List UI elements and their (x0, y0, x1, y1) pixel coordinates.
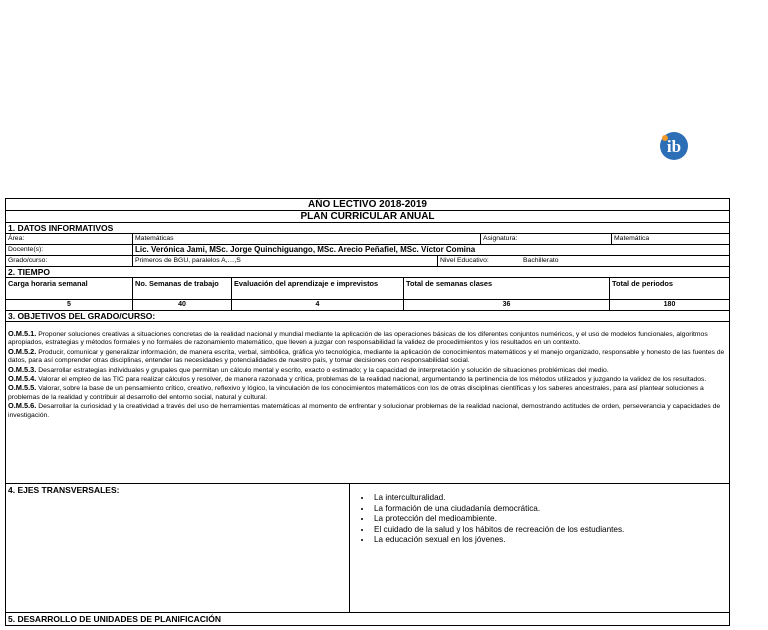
list-item: • La educación sexual en los jóvenes. (372, 535, 729, 546)
grado-label: Grado/curso: (8, 257, 48, 264)
objective-item: O.M.5.1. Proponer soluciones creativas a situaciones concretas de la realidad nacional y mundial mediante la aplicación de las operaciones básicas de los diferentes conjuntos numéricos, y el uso de modelos funcionales, algoritmos apropiados, estrategias y métodos formales y no formales de razonamiento matemático, que lleven a juzgar con responsabilidad la validez de procedimientos y los resultados en un contexto. (8, 329, 708, 347)
ejes-list (350, 493, 729, 546)
nivel-value: Bachillerato (523, 257, 559, 264)
year-title: AÑO LECTIVO 2018-2019 (308, 199, 427, 210)
nivel-label: Nivel Educativo: (437, 256, 521, 266)
ejes-transversales-section (6, 484, 729, 613)
section-objetivos-title: 3. OBJETIVOS DEL GRADO/CURSO: (6, 311, 729, 322)
list-item: • La protección del medioambiente. (372, 514, 729, 525)
grado-value: Primeros de BGU, paralelos A,…,S (132, 256, 437, 266)
tiempo-header-carga: Carga horaria semanal (8, 279, 88, 288)
tiempo-value-total-semanas: 36 (403, 300, 609, 310)
objectives-list (6, 322, 729, 424)
asignatura-label: Asignatura: (480, 234, 611, 244)
ib-logo-icon (657, 130, 691, 162)
tiempo-header-total-semanas: Total de semanas clases (403, 278, 609, 299)
objective-item: O.M.5.5. Valorar, sobre la base de un pensamiento crítico, creativo, reflexivo y lógico, la vinculación de los conocimientos matemáticos con los de otras disciplinas científicas y los saberes ancestrales, para así plantear soluciones a problemas de la realidad y contribuir al desarrollo del entorno social, natural y cultural. (8, 383, 704, 401)
objective-item: O.M.5.2. Producir, comunicar y generalizar información, de manera escrita, verbal, simbólica, gráfica y/o tecnológica, mediante la aplicación de conocimientos matemáticos y el manejo organizado, responsable y honesto de las fuentes de datos, para así comprender otras disciplinas, entender las necesidades y potencialidades de nuestro país, y tomar decisiones con responsabilidad social. (8, 346, 725, 365)
section-ejes-title: 4. EJES TRANSVERSALES: (8, 485, 120, 495)
docente-label: Docente(s): (8, 246, 44, 253)
area-label: Área: (8, 235, 25, 242)
tiempo-value-carga: 5 (67, 301, 71, 308)
objective-item: O.M.5.4. Valorar el empleo de las TIC para realizar cálculos y resolver, de manera razonada y crítica, problemas de la realidad nacional, argumentando la pertinencia de los métodos utilizados y juzgando la validez de los resultados. (8, 374, 707, 384)
tiempo-header-evaluacion: Evaluación del aprendizaje e imprevistos (231, 278, 403, 299)
plan-curricular-document (5, 198, 730, 626)
plan-title: PLAN CURRICULAR ANUAL (300, 211, 435, 222)
objective-item: O.M.5.6. Desarrollar la curiosidad y la creatividad a través del uso de herramientas matemáticas al momento de enfrentar y solucionar problemas de la realidad nacional, demostrando actitudes de orden, perseverancia y capacidades de investigación. (8, 401, 721, 419)
list-item: • La formación de una ciudadanía democrática. (372, 504, 729, 515)
tiempo-header-periodos: Total de periodos (609, 278, 729, 299)
tiempo-value-evaluacion: 4 (231, 300, 403, 310)
section-datos-title: 1. DATOS INFORMATIVOS (8, 223, 114, 233)
section-tiempo-title: 2. TIEMPO (8, 267, 51, 277)
ib-logo-text: ib (666, 137, 682, 156)
objective-item: O.M.5.3. Desarrollar estrategias individuales y grupales que permitan un cálculo mental y escrito, exacto o estimado; y la capacidad de interpretación y solución de situaciones problémicas del medio. (8, 364, 609, 374)
tiempo-header-semanas: No. Semanas de trabajo (132, 278, 231, 299)
list-item: • La interculturalidad. (372, 493, 729, 504)
tiempo-value-semanas: 40 (132, 300, 231, 310)
list-item: • El cuidado de la salud y los hábitos de recreación de los estudiantes. (372, 525, 729, 536)
area-value: Matemáticas (132, 234, 480, 244)
asignatura-value: Matemática (611, 234, 729, 244)
tiempo-value-periodos: 180 (609, 300, 729, 310)
docente-value: Lic. Verónica Jami, MSc. Jorge Quinchiguango, MSc. Arecio Peñafiel, MSc. Víctor Comina (132, 245, 729, 255)
section-desarrollo-title: 5. DESARROLLO DE UNIDADES DE PLANIFICACIÓN (8, 614, 221, 624)
